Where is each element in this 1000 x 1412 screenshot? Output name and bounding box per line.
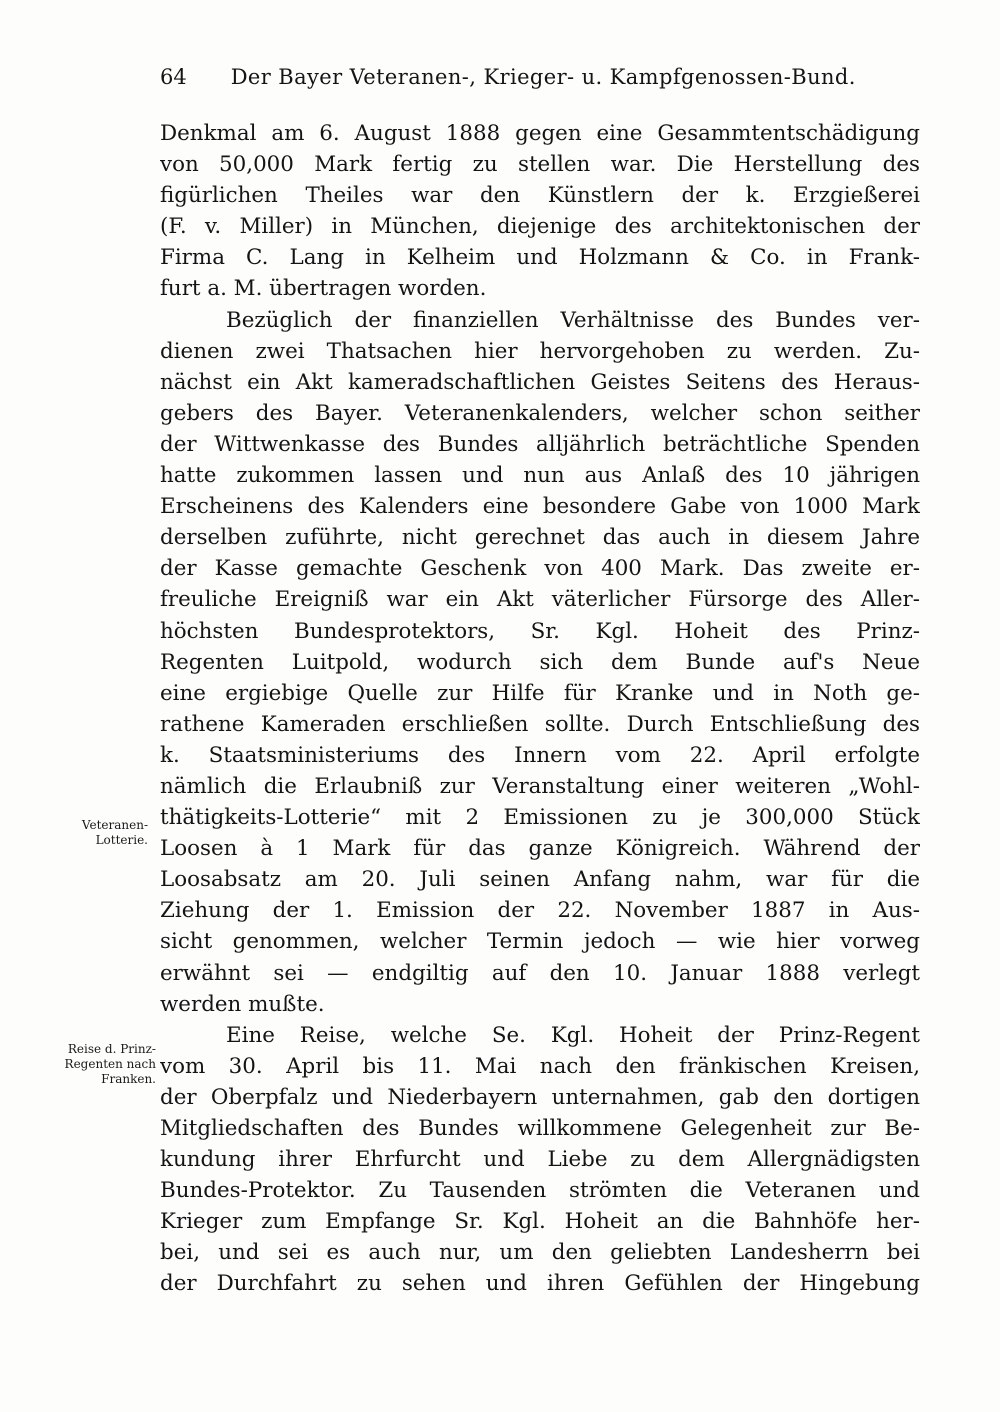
text-line: Bundes-Protektor. Zu Tausenden strömten die Veteranen und	[160, 1178, 920, 1204]
text-line: Regenten Luitpold, wodurch sich dem Bunde auf's Neue	[160, 649, 920, 675]
text-line: nächst ein Akt kameradschaftlichen Geistes Seitens des Heraus-	[160, 369, 920, 395]
text-line: (F. v. Miller) in München, diejenige des architektonischen der	[160, 214, 920, 240]
text-line: Krieger zum Empfange Sr. Kgl. Hoheit an die Bahnhöfe her-	[160, 1209, 920, 1235]
text-line: Bezüglich der finanziellen Verhältnisse des Bundes ver-	[226, 307, 920, 333]
text-line: Ziehung der 1. Emission der 22. November 1887 in Aus-	[160, 898, 920, 924]
body-text	[160, 118, 920, 1300]
text-line: Mitgliedschaften des Bundes willkommene Gelegenheit zur Be-	[160, 1116, 920, 1141]
text-line: hatte zukommen lassen und nun aus Anlaß des 10 jährigen	[160, 463, 920, 489]
text-line: Erscheinens des Kalenders eine besondere Gabe von 1000 Mark	[160, 494, 920, 520]
text-line: k. Staatsministeriums des Innern vom 22. April erfolgte	[160, 742, 920, 768]
text-line: furt a. M. übertragen worden.	[160, 276, 487, 302]
text-line: erwähnt sei — endgiltig auf den 10. Januar 1888 verlegt	[160, 960, 920, 986]
text-line: nämlich die Erlaubniß zur Veranstaltung einer weiteren „Wohl-	[160, 773, 920, 799]
margin-note-line: Regenten nach	[64, 1057, 156, 1071]
margin-note-reise	[30, 1042, 156, 1087]
text-line: Denkmal am 6. August 1888 gegen eine Gesammtentschädigung	[160, 121, 920, 146]
text-line: bei, und sei es auch nur, um den geliebten Landesherrn bei	[160, 1240, 920, 1266]
margin-note-line: Reise d. Prinz-	[67, 1042, 156, 1056]
margin-note-lotterie	[30, 818, 148, 848]
text-line: Loosabsatz am 20. Juli seinen Anfang nahm, war für die	[160, 867, 920, 893]
text-line: Eine Reise, welche Se. Kgl. Hoheit der Prinz-Regent	[226, 1022, 920, 1048]
page-header	[160, 60, 880, 94]
text-line: der Durchfahrt zu sehen und ihren Gefühlen der Hingebung	[160, 1271, 920, 1297]
running-title: Der Bayer Veteranen-, Krieger- u. Kampfgenossen-Bund.	[230, 65, 856, 89]
text-line: gebers des Bayer. Veteranenkalenders, welcher schon seither	[160, 400, 920, 426]
text-line: werden mußte.	[160, 991, 325, 1017]
text-line: freuliche Ereigniß war ein Akt väterlicher Fürsorge des Aller-	[160, 587, 920, 613]
page-number: 64	[160, 65, 187, 89]
text-line: kundung ihrer Ehrfurcht und Liebe zu dem Allergnädigsten	[160, 1147, 920, 1173]
text-line: der Kasse gemachte Geschenk von 400 Mark. Das zweite er-	[160, 556, 920, 582]
margin-note-line: Veteranen-	[81, 818, 148, 832]
text-line: höchsten Bundesprotektors, Sr. Kgl. Hoheit des Prinz-	[160, 618, 920, 644]
text-line: Loosen à 1 Mark für das ganze Königreich. Während der	[160, 836, 920, 862]
text-line: der Oberpfalz und Niederbayern unternahmen, gab den dortigen	[160, 1084, 920, 1110]
text-line: sicht genommen, welcher Termin jedoch — wie hier vorweg	[160, 929, 920, 955]
text-line: rathene Kameraden erschließen sollte. Durch Entschließung des	[160, 711, 920, 737]
text-line: vom 30. April bis 11. Mai nach den fränkischen Kreisen,	[160, 1053, 920, 1079]
text-line: Firma C. Lang in Kelheim und Holzmann & Co. in Frank-	[160, 245, 920, 271]
text-line: figürlichen Theiles war den Künstlern der k. Erzgießerei	[160, 183, 920, 209]
text-line: der Wittwenkasse des Bundes alljährlich beträchtliche Spenden	[160, 431, 920, 457]
text-line: von 50,000 Mark fertig zu stellen war. Die Herstellung des	[160, 152, 920, 178]
text-line: dienen zwei Thatsachen hier hervorgehoben zu werden. Zu-	[160, 338, 920, 364]
text-line: derselben zuführte, nicht gerechnet das auch in diesem Jahre	[160, 525, 920, 551]
margin-note-line: Franken.	[101, 1072, 156, 1086]
text-line: eine ergiebige Quelle zur Hilfe für Kranke und in Noth ge-	[160, 680, 920, 706]
margin-note-line: Lotterie.	[95, 833, 148, 847]
text-line: thätigkeits-Lotterie“ mit 2 Emissionen zu je 300,000 Stück	[160, 805, 920, 831]
